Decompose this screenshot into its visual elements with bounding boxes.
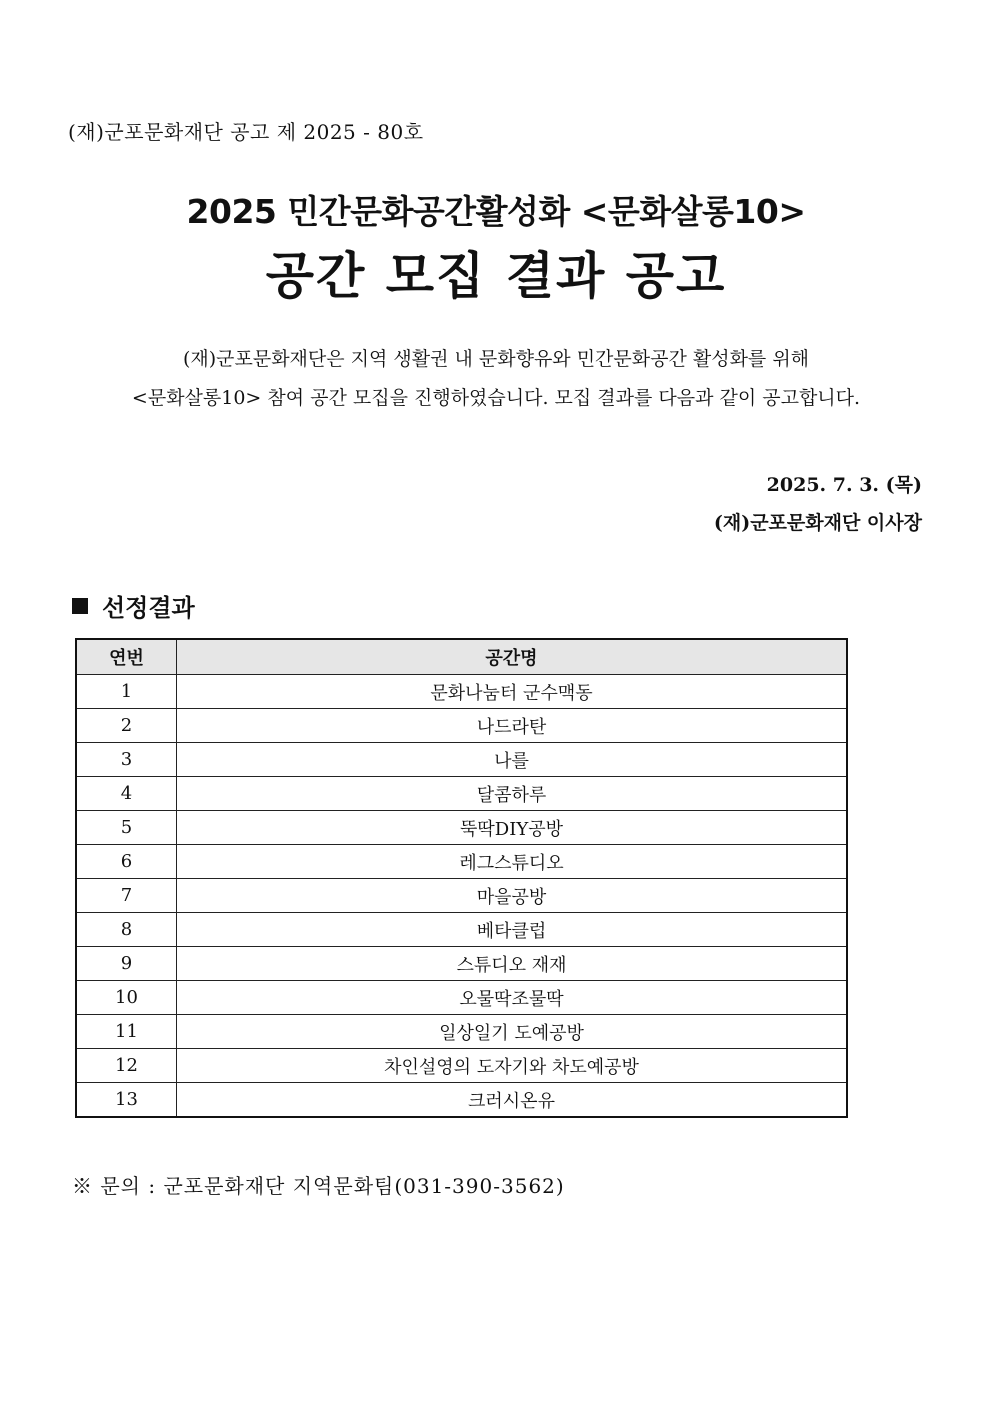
table-row <box>76 1015 847 1049</box>
table-row <box>76 1083 847 1118</box>
row-number: 5 <box>76 811 177 845</box>
row-number: 6 <box>76 845 177 879</box>
section-heading <box>72 588 195 623</box>
table-row <box>76 709 847 743</box>
space-name: 문화나눔터 군수맥동 <box>177 675 848 709</box>
section-title: 선정결과 <box>102 594 195 622</box>
row-number: 11 <box>76 1015 177 1049</box>
row-number: 8 <box>76 913 177 947</box>
table-row <box>76 811 847 845</box>
column-header-space-name: 공간명 <box>177 639 848 675</box>
row-number: 1 <box>76 675 177 709</box>
table-header-row <box>76 639 847 675</box>
row-number: 10 <box>76 981 177 1015</box>
row-number: 13 <box>76 1083 177 1118</box>
row-number: 2 <box>76 709 177 743</box>
table-row <box>76 743 847 777</box>
inquiry-contact: ※ 문의 : 군포문화재단 지역문화팀(031-390-3562) <box>72 1174 565 1198</box>
table-row <box>76 675 847 709</box>
space-name: 차인설영의 도자기와 차도예공방 <box>177 1049 848 1083</box>
table-row <box>76 845 847 879</box>
space-name: 나를 <box>177 743 848 777</box>
black-square-icon <box>72 598 88 614</box>
issuer-signature: (재)군포문화재단 이사장 <box>713 512 922 534</box>
row-number: 9 <box>76 947 177 981</box>
announcement-date: 2025. 7. 3. (목) <box>766 474 922 496</box>
space-name: 크러시온유 <box>177 1083 848 1118</box>
table-row <box>76 777 847 811</box>
space-name: 스튜디오 재재 <box>177 947 848 981</box>
space-name: 나드라탄 <box>177 709 848 743</box>
document-title: 2025 민간문화공간활성화 <문화살롱10> <box>186 192 806 231</box>
row-number: 12 <box>76 1049 177 1083</box>
space-name: 오물딱조물딱 <box>177 981 848 1015</box>
body-text-line: <문화살롱10> 참여 공간 모집을 진행하였습니다. 모집 결과를 다음과 같이 공고합니다. <box>131 387 861 409</box>
selection-result-table <box>75 638 848 1118</box>
space-name: 레그스튜디오 <box>177 845 848 879</box>
row-number: 7 <box>76 879 177 913</box>
table-row <box>76 947 847 981</box>
document-subtitle: 공간 모집 결과 공고 <box>265 247 727 305</box>
space-name: 뚝딱DIY공방 <box>177 811 848 845</box>
table-row <box>76 879 847 913</box>
table-row <box>76 1049 847 1083</box>
table-row <box>76 913 847 947</box>
row-number: 4 <box>76 777 177 811</box>
column-header-number: 연번 <box>76 639 177 675</box>
notice-number: (재)군포문화재단 공고 제 2025 - 80호 <box>68 120 424 144</box>
row-number: 3 <box>76 743 177 777</box>
body-text-line: (재)군포문화재단은 지역 생활권 내 문화향유와 민간문화공간 활성화를 위해 <box>182 348 810 370</box>
table-row <box>76 981 847 1015</box>
space-name: 베타클럽 <box>177 913 848 947</box>
space-name: 달콤하루 <box>177 777 848 811</box>
space-name: 일상일기 도예공방 <box>177 1015 848 1049</box>
space-name: 마을공방 <box>177 879 848 913</box>
